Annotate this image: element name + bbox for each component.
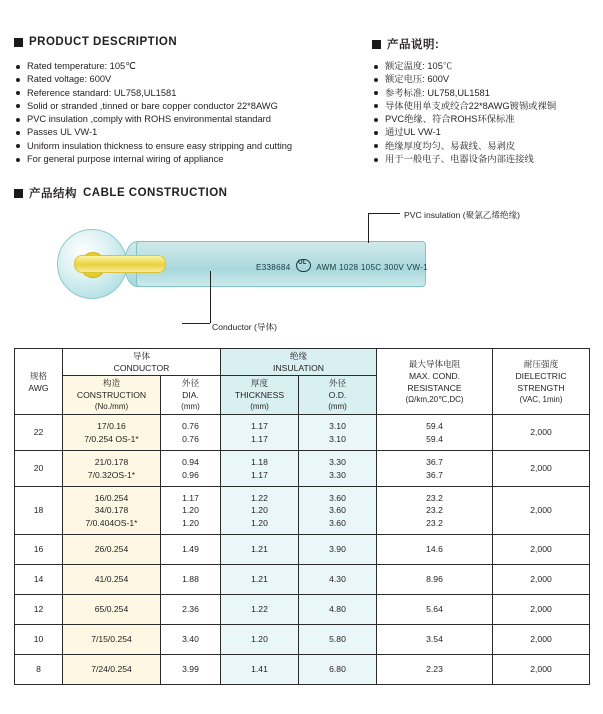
table-header-thickness: [221, 376, 299, 415]
cell-dia: 1.17 1.20 1.20: [161, 487, 221, 535]
header-resistance-en2: RESISTANCE: [407, 382, 462, 393]
list-item: Rated voltage: 600V: [16, 73, 292, 86]
cell-construction: 21/0.178 7/0.32OS-1*: [63, 451, 161, 487]
label-conductor: Conductor (导体): [212, 322, 277, 332]
cell-construction: 41/0.254: [63, 565, 161, 595]
header-thickness-cn: 厚度: [250, 378, 269, 388]
cell-awg: 8: [15, 655, 63, 685]
header-dia-cn: 外径: [181, 378, 200, 388]
table-header-od: [299, 376, 377, 415]
header-od-cn: 外径: [328, 378, 347, 388]
cell-thickness: 1.17 1.17: [221, 415, 299, 451]
leader-line-insulation-vertical: [368, 213, 369, 243]
header-thickness-en: THICKNESS: [234, 390, 285, 400]
cell-dia: 3.40: [161, 625, 221, 655]
cell-dia: 3.99: [161, 655, 221, 685]
cell-resistance: 14.6: [377, 535, 493, 565]
list-item: PVC insulation ,comply with ROHS environmental standard: [16, 113, 292, 126]
table-header-awg: [15, 349, 63, 415]
cell-construction: 17/0.16 7/0.254 OS-1*: [63, 415, 161, 451]
cable-construction-title-en: CABLE CONSTRUCTION: [83, 187, 228, 199]
cell-thickness: 1.21: [221, 535, 299, 565]
header-conductor-en: CONDUCTOR: [113, 363, 170, 373]
cell-thickness: 1.21: [221, 565, 299, 595]
table-header-resistance: [377, 349, 493, 415]
bullet-square-icon: [372, 40, 381, 49]
product-description-list: [16, 60, 292, 166]
table-header-conductor-group: [63, 349, 221, 376]
cell-dielectric: 2,000: [493, 535, 590, 565]
cell-dia: 0.94 0.96: [161, 451, 221, 487]
cell-construction: 7/24/0.254: [63, 655, 161, 685]
cable-construction-header: [14, 185, 227, 201]
cell-dielectric: 2,000: [493, 595, 590, 625]
header-construction-unit: (No./mm): [94, 402, 129, 411]
cell-thickness: 1.18 1.17: [221, 451, 299, 487]
cable-conductor: [74, 255, 166, 273]
cell-thickness: 1.41: [221, 655, 299, 685]
header-insulation-en: INSULATION: [273, 363, 324, 373]
table-row: [15, 487, 590, 535]
table-row: [15, 565, 590, 595]
cell-dia: 2.36: [161, 595, 221, 625]
header-dia-unit: (mm): [181, 402, 200, 411]
cell-awg: 10: [15, 625, 63, 655]
cell-construction: 7/15/0.254: [63, 625, 161, 655]
print-legend-code: E338684: [256, 263, 291, 272]
list-item: 绝缘厚度均匀、易裁线、易剥皮: [374, 140, 556, 153]
cell-od: 4.80: [299, 595, 377, 625]
print-legend-rating: AWM 1028 105C 300V VW-1: [316, 263, 428, 272]
header-dia-en: DIA.: [182, 390, 199, 400]
cell-thickness: 1.22: [221, 595, 299, 625]
cell-awg: 16: [15, 535, 63, 565]
cell-awg: 22: [15, 415, 63, 451]
cell-od: 3.10 3.10: [299, 415, 377, 451]
list-item: 通过UL VW-1: [374, 126, 556, 139]
list-item: Rated temperature: 105℃: [16, 60, 292, 73]
ul-listed-icon: [296, 259, 311, 272]
list-item: 额定温度: 105℃: [374, 60, 556, 73]
cell-resistance: 5.64: [377, 595, 493, 625]
cell-construction: 65/0.254: [63, 595, 161, 625]
leader-line-insulation-horizontal: [368, 213, 400, 214]
bullet-square-icon: [14, 189, 23, 198]
cell-dielectric: 2,000: [493, 451, 590, 487]
cell-od: 3.30 3.30: [299, 451, 377, 487]
cable-construction-title-cn: 产品结构: [29, 188, 77, 200]
list-item: For general purpose internal wiring of appliance: [16, 153, 292, 166]
header-resistance-en1: MAX. COND.: [408, 370, 461, 381]
header-awg-en: AWG: [28, 382, 49, 393]
table-row: [15, 451, 590, 487]
cable-construction-diagram: [0, 205, 603, 340]
cell-construction: 26/0.254: [63, 535, 161, 565]
header-construction-cn: 构造: [102, 378, 121, 388]
cable-print-legend: [256, 257, 428, 272]
header-awg-cn: 规格: [29, 370, 48, 381]
header-dielectric-unit: (VAC, 1min): [519, 394, 563, 404]
leader-line-conductor-vertical: [210, 271, 211, 323]
product-description-title: PRODUCT DESCRIPTION: [29, 36, 178, 48]
cell-od: 4.30: [299, 565, 377, 595]
cell-od: 3.90: [299, 535, 377, 565]
table-row: [15, 535, 590, 565]
cell-construction: 16/0.254 34/0.178 7/0.404OS-1*: [63, 487, 161, 535]
list-item: 额定电压: 600V: [374, 73, 556, 86]
list-item: 导体使用单支或绞合22*8AWG镀锡或裸铜: [374, 100, 556, 113]
header-construction-en: CONSTRUCTION: [76, 390, 147, 400]
product-description-header: [14, 36, 177, 48]
cell-resistance: 59.4 59.4: [377, 415, 493, 451]
table-row: [15, 655, 590, 685]
cell-thickness: 1.22 1.20 1.20: [221, 487, 299, 535]
specification-table-body: [15, 415, 590, 685]
product-spec-title: 产品说明:: [387, 39, 440, 51]
cell-awg: 12: [15, 595, 63, 625]
cell-dia: 1.88: [161, 565, 221, 595]
header-od-unit: (mm): [328, 402, 347, 411]
table-row: [15, 625, 590, 655]
header-od-en: O.D.: [328, 390, 347, 400]
cell-resistance: 8.96: [377, 565, 493, 595]
cell-od: 5.80: [299, 625, 377, 655]
header-dielectric-en1: DIELECTRIC: [515, 370, 567, 381]
cell-resistance: 23.2 23.2 23.2: [377, 487, 493, 535]
header-dielectric-en2: STRENGTH: [517, 382, 565, 393]
header-conductor-cn: 导体: [132, 351, 151, 361]
cell-dielectric: 2,000: [493, 655, 590, 685]
header-resistance-unit: (Ω/km,20℃,DC): [405, 394, 464, 404]
table-row: [15, 415, 590, 451]
header-resistance-cn: 最大导体电阻: [408, 358, 461, 369]
table-row: [15, 595, 590, 625]
cell-awg: 14: [15, 565, 63, 595]
bullet-square-icon: [14, 38, 23, 47]
list-item: Uniform insulation thickness to ensure easy stripping and cutting: [16, 140, 292, 153]
specification-table: [14, 348, 590, 685]
product-spec-list: [374, 60, 556, 166]
cell-dielectric: 2,000: [493, 415, 590, 451]
cell-dielectric: 2,000: [493, 565, 590, 595]
cell-dia: 0.76 0.76: [161, 415, 221, 451]
header-insulation-cn: 绝缘: [289, 351, 308, 361]
header-thickness-unit: (mm): [250, 402, 269, 411]
cell-awg: 18: [15, 487, 63, 535]
leader-line-conductor-horizontal: [182, 323, 210, 324]
cell-dielectric: 2,000: [493, 487, 590, 535]
cell-dielectric: 2,000: [493, 625, 590, 655]
cell-resistance: 3.54: [377, 625, 493, 655]
table-header-insulation-group: [221, 349, 377, 376]
label-pvc-insulation: PVC insulation (聚氯乙烯绝缘): [404, 210, 521, 220]
list-item: 用于一般电子、电器设备内部连接线: [374, 153, 556, 166]
cell-resistance: 2.23: [377, 655, 493, 685]
cell-od: 3.60 3.60 3.60: [299, 487, 377, 535]
list-item: 参考标准: UL758,UL1581: [374, 87, 556, 100]
product-spec-header: [372, 36, 439, 52]
cell-thickness: 1.20: [221, 625, 299, 655]
cell-dia: 1.49: [161, 535, 221, 565]
table-header-construction: [63, 376, 161, 415]
list-item: Passes UL VW-1: [16, 126, 292, 139]
table-header-dielectric: [493, 349, 590, 415]
list-item: PVC绝缘、符合ROHS环保标准: [374, 113, 556, 126]
cell-awg: 20: [15, 451, 63, 487]
list-item: Solid or stranded ,tinned or bare copper conductor 22*8AWG: [16, 100, 292, 113]
table-header-dia: [161, 376, 221, 415]
cell-resistance: 36.7 36.7: [377, 451, 493, 487]
header-dielectric-cn: 耐压强度: [523, 358, 559, 369]
cell-od: 6.80: [299, 655, 377, 685]
list-item: Reference standard: UL758,UL1581: [16, 87, 292, 100]
